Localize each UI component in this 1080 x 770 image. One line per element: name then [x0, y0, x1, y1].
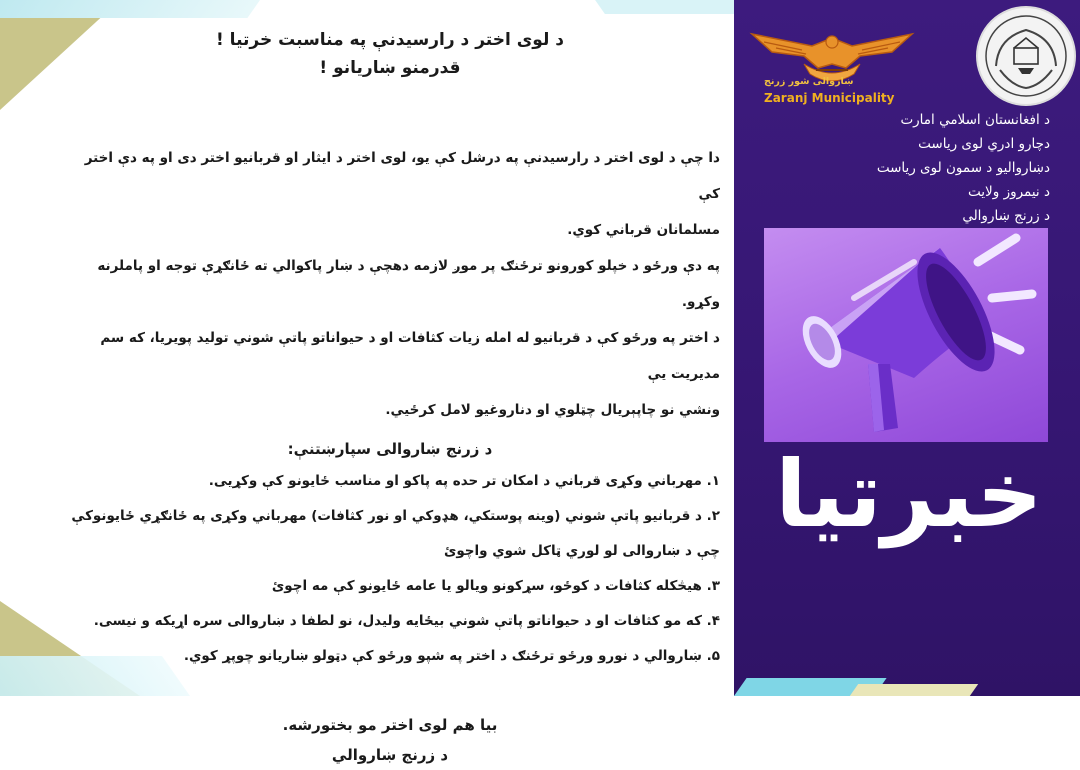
recommendation-item: ۲. د قربانیو پاتې شوني (وینه پوستکي، هډوکي او نور کثافات) مهرباني وکړی په ځانګړي ځایونوکې	[71, 508, 720, 524]
closing-greeting: بیا هم لوی اختر مو بختورشه.	[282, 716, 498, 734]
recommendation-item: ۱. مهرباني وکړی قرباني د امکان تر حده په پاکو او مناسب ځایونو کې وکړيی.	[208, 473, 720, 489]
intro-paragraph-2: په دې ورځو د خپلو کورونو ترځنګ پر موږ لازمه دهچې د ښار پاکوالي ته ځانګړې توجه او پاملرنه وکړو.	[97, 258, 720, 310]
megaphone-icon	[764, 228, 1048, 442]
intro-paragraph-1a: دا چې د لوی اختر د رارسیدنې په درشل کې یو، لوی اختر د ایثار او قربانیو اختر دی او په دې اختر کې	[84, 150, 720, 202]
recommendation-item: چې د ښاروالی لو لوري ټاکل شوي واچوئ	[443, 543, 720, 559]
decor-stripe-top-middle	[595, 0, 755, 14]
megaphone-card	[764, 228, 1048, 442]
intro-paragraph-3b: ونشي نو چاپېریال چټلوي او دناروغیو لامل کرځيي.	[385, 402, 720, 418]
news-headline-word: خبرتیا	[775, 441, 1043, 548]
right-panel	[734, 0, 1080, 696]
org-line-municipalities-directorate: دښاروالیو د سمون لوی ریاست	[876, 160, 1050, 176]
announcement-text	[60, 26, 720, 770]
intro-paragraph-1b: مسلمانان قرباني کوي.	[567, 222, 720, 238]
organization-lines	[814, 108, 1050, 228]
decor-stripe-panel-bottom-2	[850, 684, 978, 696]
org-line-admin-directorate: دچارو ادري لوی ریاست	[918, 136, 1050, 152]
org-line-province: د نیمروز ولایت	[968, 184, 1050, 200]
intro-paragraph-3a: د اختر په ورځو کې د قربانیو له امله زیات کثافات او د حیواناتو پاتې شوني تولید پویریا، که سم مدیریت یې	[100, 330, 720, 382]
org-line-emirate: د افغانستان اسلامي امارت	[900, 112, 1050, 128]
logo-english-name: Zaranj Municipality	[764, 91, 895, 105]
logo-subtitle: ښاروالی شور زرنج	[764, 76, 854, 87]
recommendation-item: ۴. که مو کثافات او د حیواناتو پاتې شوني بیځایه ولیدل، نو لطفا د ښاروالی سره اړیکه و نیسی.	[93, 613, 720, 629]
emirate-emblem	[976, 6, 1076, 106]
recommendation-item: ۳. هیڅکله کثافات د کوځو، سړکونو ویالو یا عامه ځایونو کې مه اچوئ	[271, 578, 720, 594]
decor-stripe-top-left	[0, 0, 260, 18]
recommendation-item: ۵. ښاروالي د نورو ورځو ترځنګ د اختر په شپو ورځو کې دټولو ښاریانو چوپړ کوي.	[183, 648, 720, 664]
title-line-1: د لوی اختر د رارسیدنې په مناسبت خرتیا !	[216, 30, 564, 50]
closing-signature: د زرنج ښاروالي	[331, 746, 449, 764]
title-line-2: قدرمنو ښاریانو !	[319, 58, 461, 78]
org-line-municipality: د زرنج ښاروالي	[962, 208, 1050, 224]
emirate-emblem-icon	[978, 8, 1074, 104]
recommendations-heading: د زرنج ښاروالی سپارښتنې:	[287, 440, 493, 458]
